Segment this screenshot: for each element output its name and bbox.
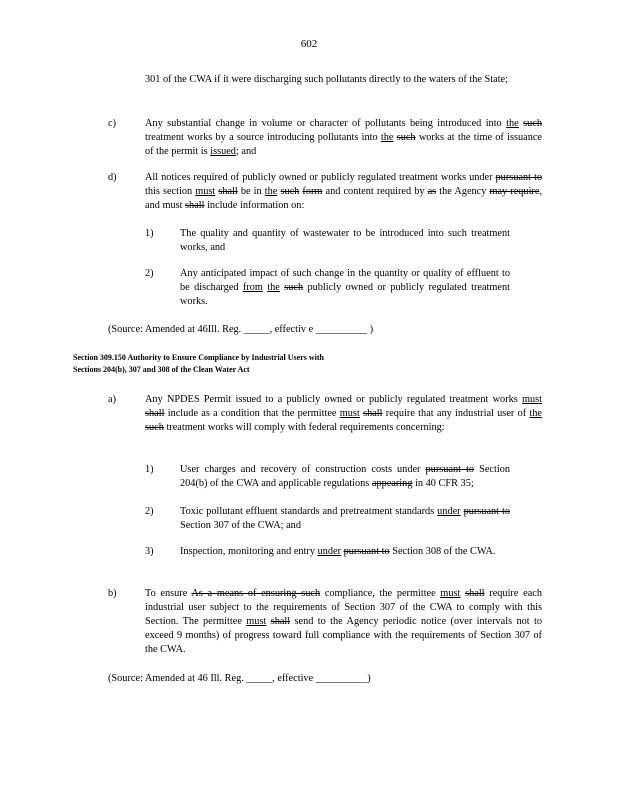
- item-label-a2: 2): [145, 506, 154, 517]
- paragraph-a2: Toxic pollutant effluent standards and pretreatment standards under pursuant to Section 307 of the CWA; and: [180, 506, 510, 531]
- paragraph-d1: The quality and quantity of wastewater to be introduced into such treatment works, and: [180, 228, 510, 253]
- item-label-a1: 1): [145, 464, 154, 475]
- item-label-a3: 3): [145, 546, 154, 557]
- item-label-c: c): [108, 118, 116, 129]
- item-label-d: d): [108, 172, 117, 183]
- paragraph-a1: User charges and recovery of construction costs under pursuant to Section 204(b) of the CWA and applicable regulations appearing in 40 CFR 35;: [180, 464, 511, 489]
- item-label-a: a): [108, 394, 116, 405]
- paragraph-b: To ensure As a means of ensuring such compliance, the permittee must shall require each industrial user subject to the requirements of Section 307 of the CWA to comply with this Section. The permittee must shall send to the Agency periodic notice (over intervals not to exceed 9 months) of progress toward full compliance with the requirements of Section 307 of the CWA.: [145, 588, 543, 655]
- paragraph-d: All notices required of publicly owned or publicly regulated treatment works under pursuant to this section must shall be in the such form and content required by as the Agency may require, and must shall include information on:: [145, 172, 543, 211]
- section-heading: [73, 352, 473, 376]
- section-heading-line2: Sections 204(b), 307 and 308 of the Clean Water Act: [73, 365, 250, 374]
- paragraph-a3: Inspection, monitoring and entry under pursuant to Section 308 of the CWA.: [180, 546, 496, 557]
- item-label-d2: 2): [145, 268, 154, 279]
- paragraph-a: Any NPDES Permit issued to a publicly owned or publicly regulated treatment works must shall include as a condition that the permittee must shall require that any industrial user of the such treatment works will comply with federal requirements concerning:: [145, 394, 542, 433]
- paragraph-c: Any substantial change in volume or character of pollutants being introduced into the such treatment works by a source introducing pollutants into the such works at the time of issuance of the permit is issued; and: [145, 118, 542, 157]
- source-note-1: (Source: Amended at 46Ill. Reg. _____, effectiv e __________ ): [108, 324, 374, 335]
- page-number: 602: [300, 38, 318, 50]
- item-label-b: b): [108, 588, 117, 599]
- source-note-2: (Source: Amended at 46 Ill. Reg. _____, effective __________): [108, 673, 371, 684]
- continued-paragraph: 301 of the CWA if it were discharging such pollutants directly to the waters of the State;: [145, 74, 508, 85]
- paragraph-d2: Any anticipated impact of such change in the quantity or quality of effluent to be discharged from the such publicly owned or publicly regulated treatment works.: [180, 268, 511, 307]
- item-label-d1: 1): [145, 228, 154, 239]
- section-heading-line1: Section 309.150 Authority to Ensure Compliance by Industrial Users with: [73, 353, 324, 362]
